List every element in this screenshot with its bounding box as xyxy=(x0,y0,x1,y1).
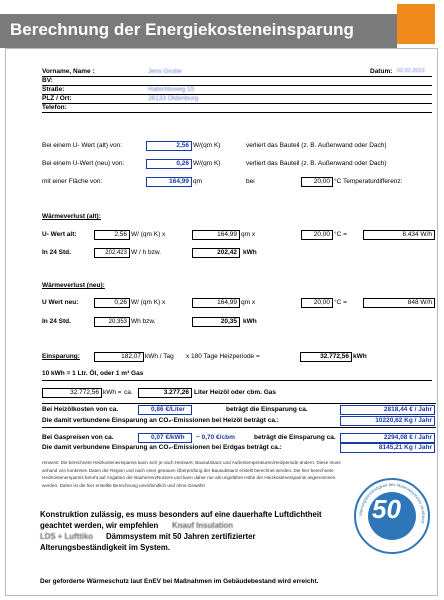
oel-text: beträgt die Einsparung ca. xyxy=(226,406,308,413)
promo-line1: Konstruktion zulässig, es muss besonders auf eine dauerhafte Luftdichtheit xyxy=(40,510,322,519)
flaeche-label: mit einer Fläche von: xyxy=(42,178,103,185)
name-label: Vorname, Name : xyxy=(42,68,95,75)
verlust-alt-wh-unit: W / h bzw. xyxy=(131,249,161,256)
temp-label: °C Temperaturdifferenz: xyxy=(334,178,403,185)
verlust-neu-temp: 20,00 xyxy=(301,298,333,308)
tel-label: Telefon: xyxy=(42,104,67,111)
plz-label: PLZ / Ort: xyxy=(42,95,72,102)
verlust-neu-qm: 164,99 xyxy=(192,298,240,308)
conversion-ca: ca. xyxy=(124,389,133,396)
promo-line2: geachtet werden, wir empfehlen xyxy=(40,521,159,530)
gas-co2-label: Die damit verbundene Einsparung an CO₂-Emissionen bei Erdgas beträgt ca.: xyxy=(42,444,282,451)
street-value: Habichtsweg 15 xyxy=(148,86,195,93)
verlust-alt-u-unit: W/ (qm K) x xyxy=(131,231,166,238)
verlust-alt-wh: 202.423 xyxy=(94,248,130,258)
u-alt-unit: W/(qm K) xyxy=(193,142,221,149)
date-label: Datum: xyxy=(370,68,393,75)
verlust-neu-result: 848 W/h xyxy=(363,298,435,308)
gas-saving: 2294,08 € / Jahr xyxy=(340,433,435,443)
einsparung-total: 32.772,56 xyxy=(300,352,352,362)
einsparung-total-unit: kWh xyxy=(353,353,367,360)
divider xyxy=(42,103,432,104)
hinweis-line: werden. Daher ist die hier erstellte Berechnung unverbindlich und ohne Gewähr! xyxy=(42,482,206,488)
name-value: Jens Grube xyxy=(148,68,182,75)
bei-label: bei xyxy=(246,178,255,185)
einsparung-label: Einsparung: xyxy=(42,353,80,360)
header xyxy=(0,0,444,48)
divider xyxy=(42,94,432,95)
verlust-neu-row2-label: In 24 Std. xyxy=(42,318,71,325)
u-neu-value[interactable]: 0,26 xyxy=(146,159,192,169)
verlust-alt-qm-unit: qm x xyxy=(241,231,256,238)
page-title: Berechnung der Energiekosteneinsparung xyxy=(10,20,354,39)
oel-label: Bei Heizölkosten von ca. xyxy=(42,406,119,413)
gas-label: Bei Gaspreisen von ca. xyxy=(42,434,114,441)
divider xyxy=(42,427,436,428)
u-alt-value[interactable]: 2,56 xyxy=(146,141,192,151)
verlust-neu-wh-unit: Wh bzw. xyxy=(131,318,156,325)
divider xyxy=(42,380,432,381)
verlust-alt-kwh: 202,42 xyxy=(192,248,240,258)
date-value: 02.02.2013 xyxy=(397,68,425,74)
divider xyxy=(42,112,432,113)
gas-text: beträgt die Einsparung ca. xyxy=(254,434,336,441)
verlust-neu-u: 0,26 xyxy=(94,298,130,308)
footer-text: Der geforderte Wärmeschutz laut EnEV bei Maßnahmen im Gebäudebestand wird erreicht. xyxy=(40,578,319,585)
gas-price-cbm: ~ 0,70 €/cbm xyxy=(196,434,235,441)
u-neu-label: Bei einem U-Wert (neu) von: xyxy=(42,160,125,167)
verlust-alt-result: 8.434 W/h xyxy=(363,230,435,240)
bv-label: BV: xyxy=(42,77,53,84)
header-accent xyxy=(397,4,435,44)
oel-saving: 2818,44 € / Jahr xyxy=(340,405,435,415)
einsparung-factor: x 180 Tage Heizperiode = xyxy=(186,353,260,360)
flaeche-unit: qm xyxy=(193,178,203,185)
temp-value[interactable]: 20,00 xyxy=(301,177,333,187)
hinweis-line: anhand von konkreten Daten der Region und nach einer genauen Überprüfung der Bausubstanz erstellt berechnet werden. Die hier berechnete xyxy=(42,467,334,473)
verlust-alt-heading: Wärmeverlust (alt): xyxy=(42,213,101,220)
verlust-neu-temp-unit: °C = xyxy=(334,299,347,306)
conversion-heading: 10 kWh = 1 Ltr. Öl, oder 1 m³ Gas xyxy=(42,370,144,377)
einsparung-per-day: 182,07 xyxy=(94,352,144,362)
promo-brand: Knauf Insulation xyxy=(172,521,234,530)
promo-line4: Alterungsbeständigkeit im System. xyxy=(40,543,170,552)
conversion-liters-label: Liter Heizöl oder cbm. Gas xyxy=(194,389,276,396)
street-label: Straße: xyxy=(42,86,65,93)
flaeche-value[interactable]: 164,99 xyxy=(146,177,192,187)
verlust-alt-row2-label: In 24 Std. xyxy=(42,249,71,256)
oel-price[interactable]: 0,86 €/Liter xyxy=(138,405,192,415)
oel-co2-label: Die damit verbundene Einsparung an CO₂-Emissionen bei Heizöl beträgt ca.: xyxy=(42,417,279,424)
promo-product: LDS + Lufttiko xyxy=(40,532,94,541)
divider xyxy=(42,76,432,77)
u-neu-unit: W/(qm K) xyxy=(193,160,221,167)
conversion-kwh: 32.772,56 xyxy=(42,388,102,398)
verlust-neu-heading: Wärmeverlust (neu): xyxy=(42,282,105,289)
einsparung-per-day-unit: kWh / Tag xyxy=(145,353,174,360)
verlust-alt-u: 2,56 xyxy=(94,230,130,240)
seal-ring-text xyxy=(356,480,428,552)
conversion-kwh-unit: kWh = xyxy=(103,389,122,396)
hinweis-line: Hinweis: Die berechnete Heizkosteneinsparnis kann sich je nach Heizwert, Bausubstanz und Außentemperaturen/Heizperiode ändern. Diese muss xyxy=(42,460,341,465)
verlust-neu-qm-unit: qm x xyxy=(241,299,256,306)
verlust-neu-kwh: 20,35 xyxy=(192,317,240,327)
verlust-alt-temp-unit: °C = xyxy=(334,231,347,238)
promo-line3: Dämmsystem mit 50 Jahren zertifizierter xyxy=(106,532,256,541)
seal-number: 50 xyxy=(372,494,401,524)
divider xyxy=(42,85,432,86)
u-alt-label: Bei einem U- Wert (alt) von: xyxy=(42,142,123,149)
verlust-alt-temp: 20,00 xyxy=(301,230,333,240)
gas-co2-value: 8145,21 Kg / Jahr xyxy=(340,443,435,453)
verlust-neu-row1-label: U Wert neu: xyxy=(42,299,79,306)
svg-text:Alterungsbeständigkeit des Mat: Alterungsbeständigkeit des Materialsystems zertifiziert xyxy=(357,481,427,524)
plz-value: 26133 Oldenburg xyxy=(148,95,199,102)
oel-co2-value: 10220,62 Kg / Jahr xyxy=(340,416,435,426)
verlust-neu-kwh-unit: kWh xyxy=(243,318,257,325)
verlust-alt-kwh-unit: kWh xyxy=(243,249,257,256)
verlust-alt-row1-label: U- Wert alt: xyxy=(42,231,77,238)
gas-price-kwh[interactable]: 0,07 €/kWh xyxy=(138,433,192,443)
divider xyxy=(42,403,436,404)
verlust-neu-u-unit: W/ (qm K) x xyxy=(131,299,166,306)
u-neu-note: verliert das Bauteil (z. B. Außenwand oder Dach) xyxy=(246,160,387,167)
conversion-liters: 3.277,26 xyxy=(138,388,192,398)
hinweis-line: Heizkostenersparnis beruht auf Angaben der Bauherren/Nutzers und kann daher nur als ungefähre Höhe der Heizkostenersparnis angenommen xyxy=(42,475,336,480)
u-alt-note: verliert das Bauteil (z. B. Außenwand oder Dach) xyxy=(246,142,387,149)
verlust-alt-qm: 164,99 xyxy=(192,230,240,240)
verlust-neu-wh: 20.353 xyxy=(94,317,130,327)
